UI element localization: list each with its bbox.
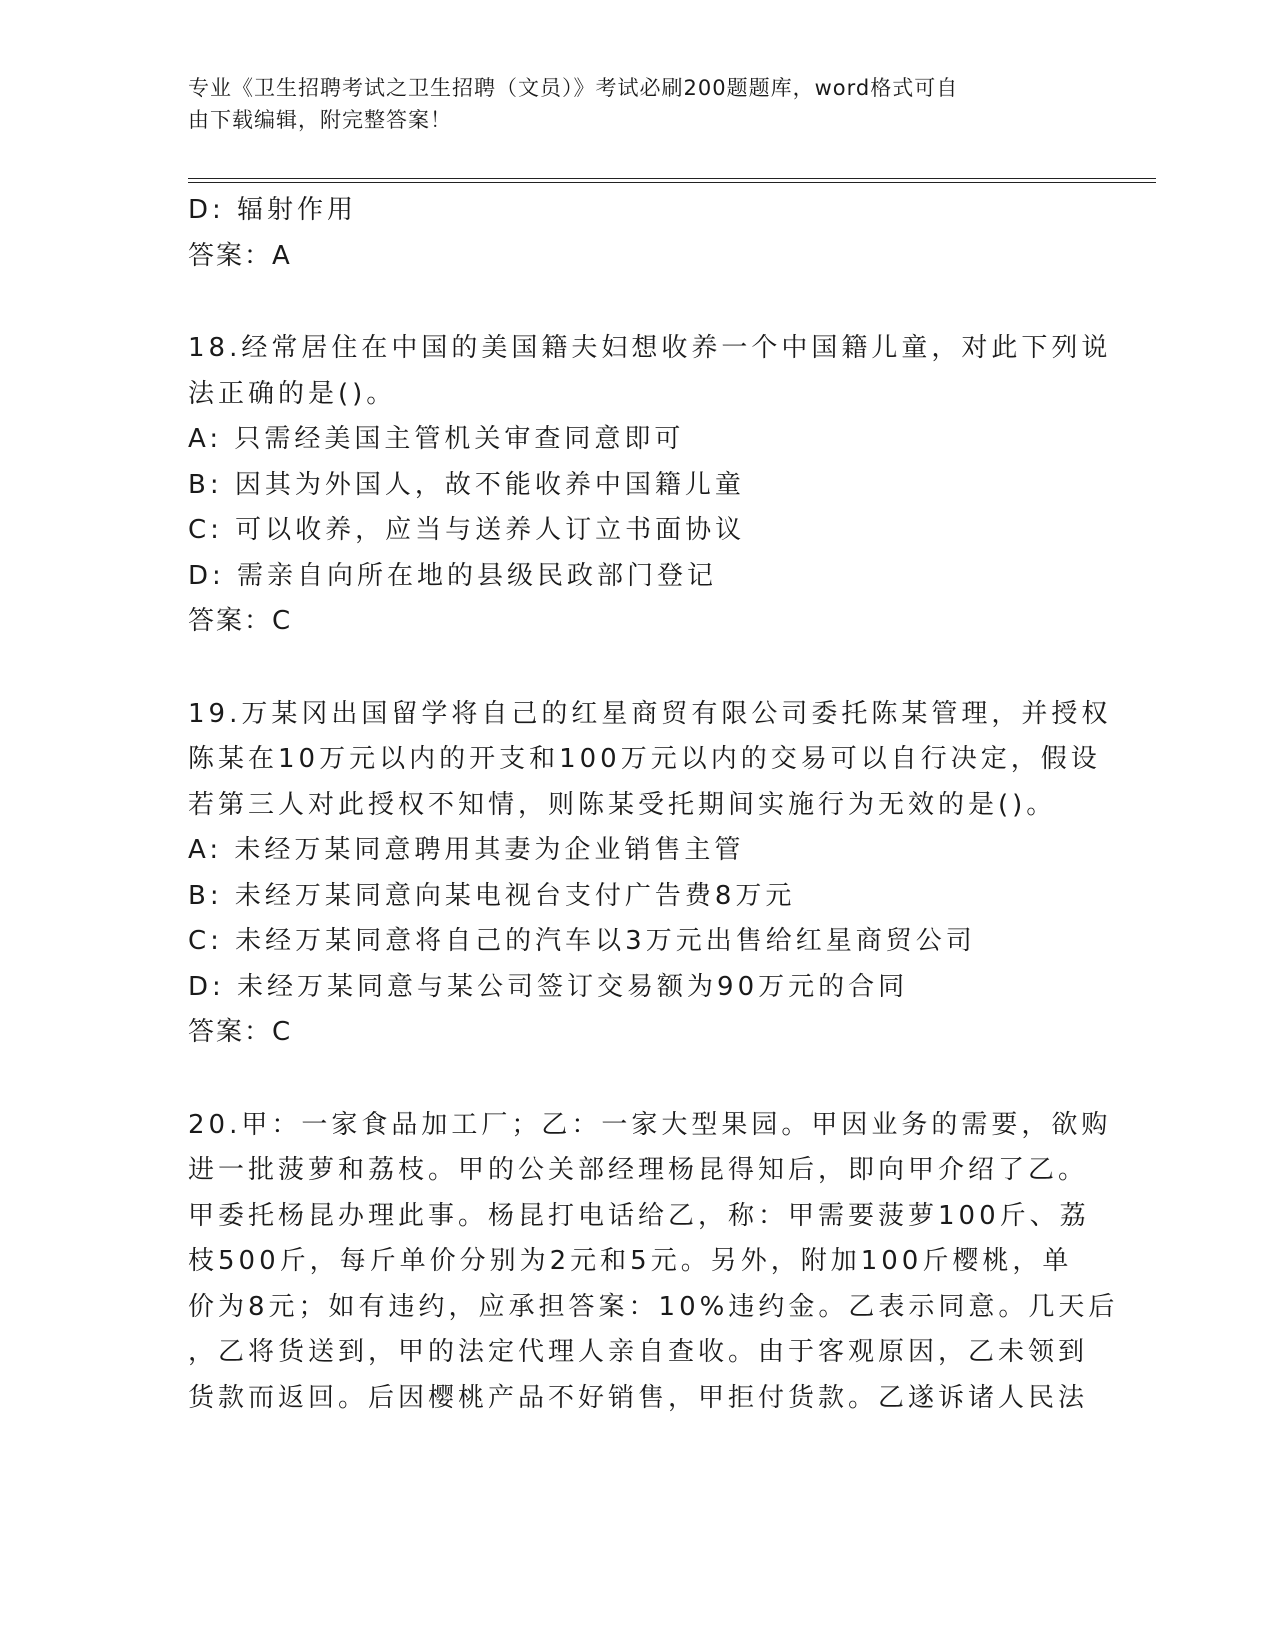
option-d: D: 未经万某同意与某公司签订交易额为90万元的合同	[188, 971, 909, 1002]
prev-answer: 答案：A	[188, 240, 292, 271]
question-stem-line: 甲委托杨昆办理此事。杨昆打电话给乙，称：甲需要菠萝100斤、荔	[188, 1200, 1090, 1231]
answer: 答案：C	[188, 1017, 293, 1047]
question-19	[188, 692, 1112, 1056]
spacer	[188, 1056, 1068, 1103]
document-body	[188, 188, 1119, 1421]
question-stem-line: 枝500斤，每斤单价分别为2元和5元。另外，附加100斤樱桃，单	[188, 1246, 1073, 1276]
option-b: B: 未经万某同意向某电视台支付广告费8万元	[188, 880, 796, 911]
answer: 答案：C	[188, 606, 293, 636]
question-stem-line: 若第三人对此授权不知情，则陈某受托期间实施行为无效的是()。	[188, 789, 1057, 820]
question-stem-line: 20.甲：一家食品加工厂；乙：一家大型果园。甲因业务的需要，欲购	[188, 1109, 1112, 1140]
page-header	[188, 72, 1068, 136]
option-a: A: 未经万某同意聘用其妻为企业销售主管	[188, 835, 745, 865]
spacer	[188, 645, 1068, 692]
option-a: A: 只需经美国主管机关审查同意即可	[188, 424, 685, 454]
question-stem-line: 进一批菠萝和荔枝。甲的公关部经理杨昆得知后，即向甲介绍了乙。	[188, 1155, 1089, 1185]
option-c: C: 可以收养，应当与送养人订立书面协议	[188, 515, 746, 545]
question-18	[188, 326, 1112, 645]
header-divider	[188, 178, 1156, 183]
question-stem-line: 19.万某冈出国留学将自己的红星商贸有限公司委托陈某管理，并授权	[188, 698, 1112, 729]
question-stem-line: ，乙将货送到，甲的法定代理人亲自查收。由于客观原因，乙未领到	[188, 1337, 1089, 1367]
question-stem-line: 陈某在10万元以内的开支和100万元以内的交易可以自行决定，假设	[188, 744, 1101, 774]
option-d: D: 需亲自向所在地的县级民政部门登记	[188, 560, 718, 591]
question-stem-line: 18.经常居住在中国的美国籍夫妇想收养一个中国籍儿童，对此下列说	[188, 333, 1112, 363]
header-line-2: 由下载编辑，附完整答案！	[188, 108, 452, 132]
question-stem-line: 价为8元；如有违约，应承担答案：10%违约金。乙表示同意。几天后	[188, 1291, 1119, 1322]
question-20	[188, 1103, 1119, 1422]
header-line-1: 专业《卫生招聘考试之卫生招聘（文员）》考试必刷200题题库，word格式可自	[188, 76, 959, 100]
option-b: B: 因其为外国人，故不能收养中国籍儿童	[188, 469, 745, 500]
spacer	[188, 279, 1068, 326]
question-stem-line: 货款而返回。后因樱桃产品不好销售，甲拒付货款。乙遂诉诸人民法	[188, 1382, 1089, 1413]
question-stem-line: 法正确的是()。	[188, 378, 397, 409]
option-c: C: 未经万某同意将自己的汽车以3万元出售给红星商贸公司	[188, 926, 976, 956]
prev-option-d: D: 辐射作用	[188, 195, 358, 225]
